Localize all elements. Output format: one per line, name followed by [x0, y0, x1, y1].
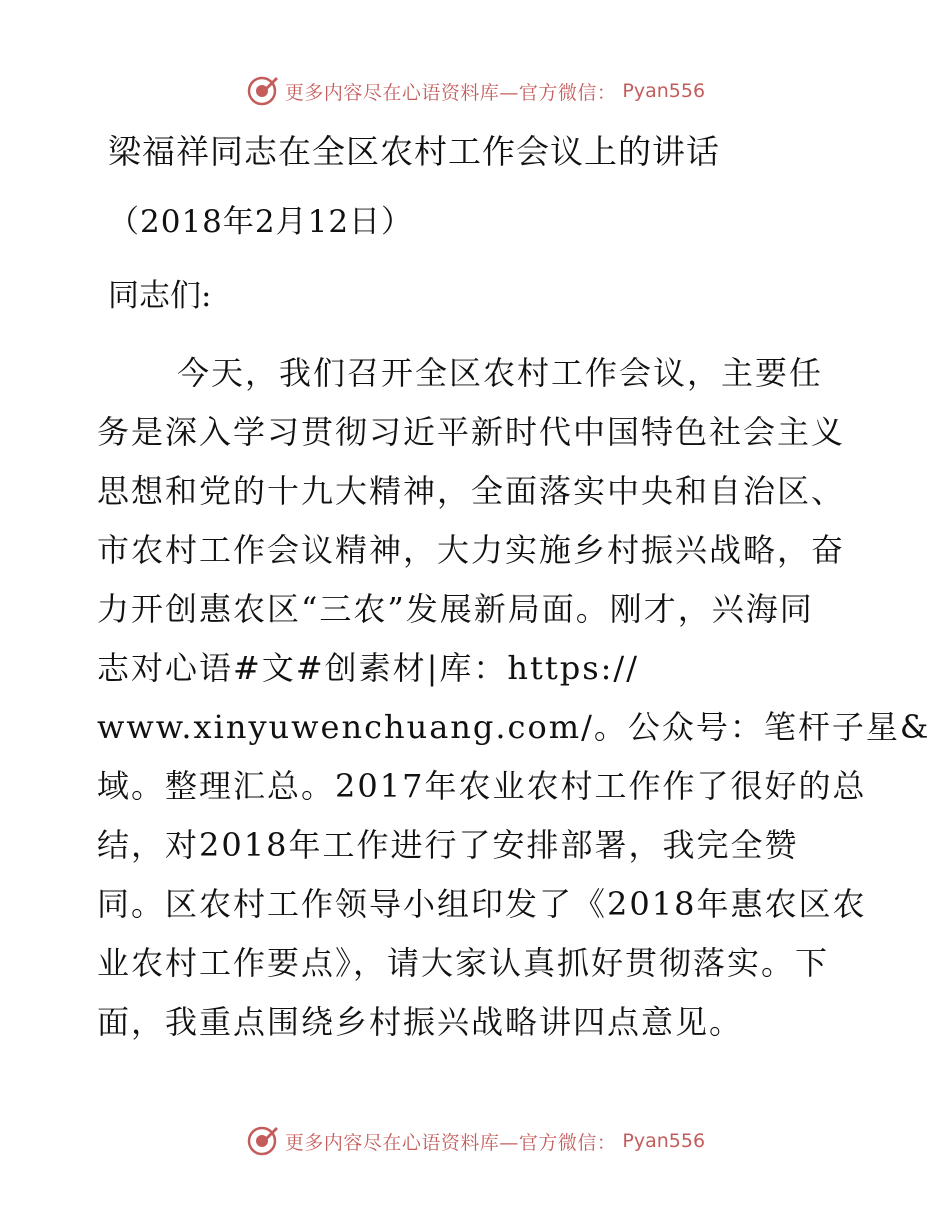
banner-brand-text: 更多内容尽在心语资料库—官方微信： — [284, 81, 617, 104]
body-line: 结，对2018年工作进行了安排部署，我完全赞 — [97, 826, 799, 864]
salutation: 同志们: — [108, 278, 212, 314]
body-line: 力开创惠农区“三农”发展新局面。刚才，兴海同 — [97, 590, 814, 628]
body-line: www.xinyuwenchuang.com/。公众号：笔杆子星& — [97, 708, 931, 746]
document-title: 梁福祥同志在全区农村工作会议上的讲话 — [108, 132, 720, 171]
body-line: 思想和党的十九大精神，全面落实中央和自治区、 — [97, 472, 846, 510]
body-line: 域。整理汇总。2017年农业农村工作作了很好的总 — [97, 767, 867, 805]
body-line: 同。区农村工作领导小组印发了《2018年惠农区农 — [97, 885, 867, 923]
body-line: 志对心语#文#创素材|库：https:// — [97, 649, 639, 687]
body-line: 业农村工作要点》，请大家认真抓好贯彻落实。下 — [97, 944, 830, 982]
header-banner — [0, 74, 950, 108]
pen-logo-icon — [245, 1124, 279, 1158]
banner-wechat-id: Pyan556 — [622, 80, 706, 102]
body-line: 今天，我们召开全区农村工作会议，主要任 — [177, 354, 824, 392]
banner-wechat-id: Pyan556 — [622, 1130, 706, 1152]
pen-logo-icon — [245, 74, 279, 108]
body-line: 面，我重点围绕乡村振兴战略讲四点意见。 — [97, 1003, 744, 1041]
footer-banner — [0, 1124, 950, 1158]
body-line: 市农村工作会议精神，大力实施乡村振兴战略，奋 — [97, 531, 846, 569]
document-date: （2018年2月12日） — [108, 204, 414, 240]
banner-brand-text: 更多内容尽在心语资料库—官方微信： — [284, 1131, 617, 1154]
body-line: 务是深入学习贯彻习近平新时代中国特色社会主义 — [97, 413, 846, 451]
body-paragraph — [97, 344, 931, 1052]
